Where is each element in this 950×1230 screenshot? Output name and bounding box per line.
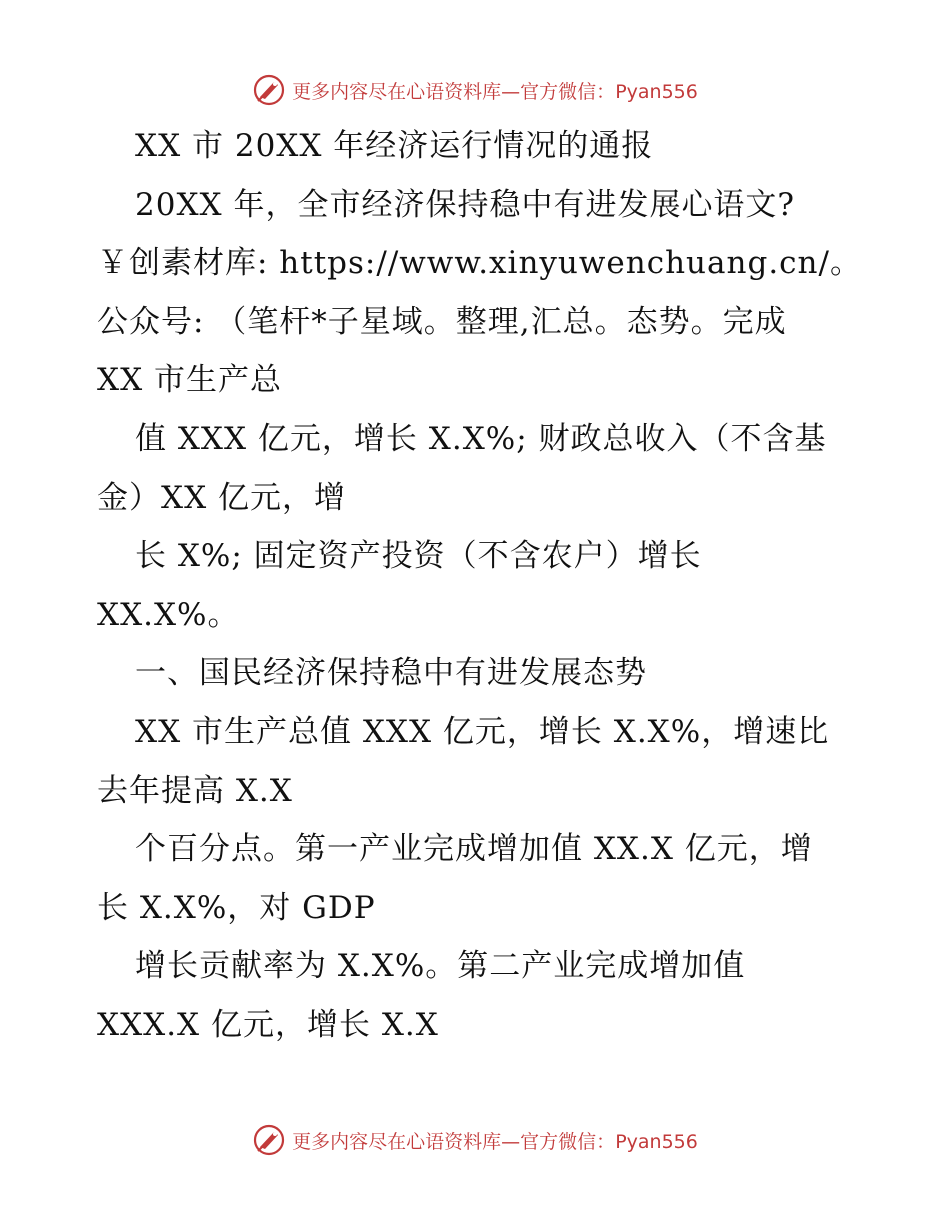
header-watermark [0,70,950,110]
watermark-separator: — [501,80,521,103]
text-line: 一、国民经济保持稳中有进发展态势 [135,655,647,692]
watermark-wechat-id: Pyan556 [615,80,698,103]
text-line: 增长贡献率为 X.X%。第二产业完成增加值 [135,948,746,985]
watermark-wechat-id: Pyan556 [615,1130,698,1153]
text-line: 公众号: （笔杆*子星域。整理,汇总。态势。完成 [97,303,787,340]
watermark-wechat-label: 官方微信： [520,1130,616,1153]
text-line: XX 市生产总值 XXX 亿元，增长 X.X%，增速比 [135,713,830,750]
text-line: 去年提高 X.X [97,772,293,809]
text-line: 20XX 年，全市经济保持稳中有进发展心语文? [135,186,796,223]
footer-watermark [0,1120,950,1160]
text-line: XX 市生产总 [97,362,282,399]
watermark-main: 更多内容尽在心语资料库 [292,1130,502,1153]
text-line: 金）XX 亿元，增 [97,479,346,516]
text-line: XXX.X 亿元，增长 X.X [97,1006,439,1043]
text-line: XX.X%。 [97,596,240,633]
watermark-text [292,77,698,104]
watermark-text [292,1127,698,1154]
quill-circle-logo-icon [252,1123,286,1157]
text-line: XX 市 20XX 年经济运行情况的通报 [135,128,654,164]
watermark-wechat-label: 官方微信： [520,80,616,103]
watermark-separator: — [501,1130,521,1153]
text-line: ￥创素材库: https://www.xinyuwenchuang.cn/。 [97,245,862,282]
text-line: 个百分点。第一产业完成增加值 XX.X 亿元，增 [135,831,813,868]
text-line: 长 X%; 固定资产投资（不含农户）增长 [135,538,702,575]
document-body [97,117,862,1055]
watermark-main: 更多内容尽在心语资料库 [292,80,502,103]
text-line: 值 XXX 亿元，增长 X.X%; 财政总收入（不含基 [135,420,827,457]
quill-circle-logo-icon [252,73,286,107]
text-line: 长 X.X%，对 GDP [97,889,376,926]
